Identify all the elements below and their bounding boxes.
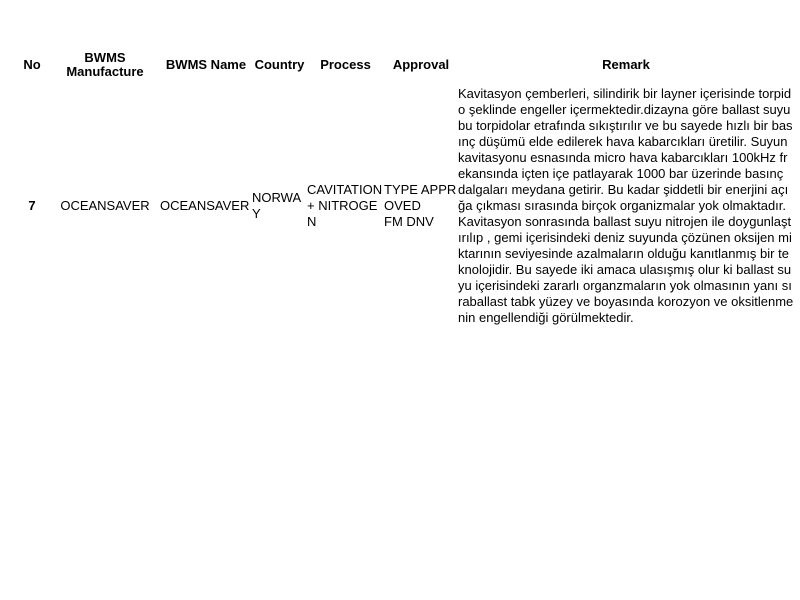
cell-remark: Kavitasyon çemberleri, silindirik bir layner içerisinde torpido şeklinde engeller içermektedir.dizayna göre ballast suyu bu torpidolar etrafında sıkıştırılır ve bu sayede hızlı bir basınç düşümü elde edilerek hava kabarcıkları üretilir. Suyun kavitasyonu esnasında micro hava kabarcıkları 100kHz frekansında içten içe patlayarak 1000 bar üzerinde basınç dalgaları meydana getirir. Bu kadar şiddetli bir enerjini açığa çıkması sırasında birçok organizmalar yok olmaktadır. Kavitasyon sonrasında ballast suyu nitrojen ile doygunlaştırılıp , gemi içerisindeki deniz suyunda çözünen oksijen miktarının seviyesinde azalmaların olduğu kanıtlanmış bir teknolojidir. Bu sayede iki amaca ulasışmış olur ki ballast suyu içerisindeki zararlı organzmaların yok olmasının yanı sıraballast tabk yüzey ve boyasında korozyon ve oksitlenmenin engellendiği görülmektedir. xyxy=(458,86,794,325)
cell-no: 7 xyxy=(28,198,36,213)
approval-authority: FM DNV xyxy=(384,214,434,229)
header-country: Country xyxy=(254,57,305,72)
approval-status: TYPE APPROVED xyxy=(384,182,457,213)
cell-approval xyxy=(384,86,458,326)
header-process: Process xyxy=(320,57,371,72)
cell-process: CAVITATION + NITROGEN xyxy=(307,182,383,229)
header-remark: Remark xyxy=(602,57,650,72)
header-manufacture: BWMS Manufacture xyxy=(66,50,144,79)
cell-bwms-name: OCEANSAVER xyxy=(160,198,250,213)
table-header-row xyxy=(14,44,794,86)
cell-manufacture: OCEANSAVER xyxy=(60,198,150,213)
header-approval: Approval xyxy=(392,57,450,72)
bwms-table xyxy=(14,44,794,326)
table-row xyxy=(14,86,794,326)
cell-country: NORWAY xyxy=(252,190,302,221)
header-bwms-name: BWMS Name xyxy=(165,57,247,72)
header-no: No xyxy=(23,57,41,72)
